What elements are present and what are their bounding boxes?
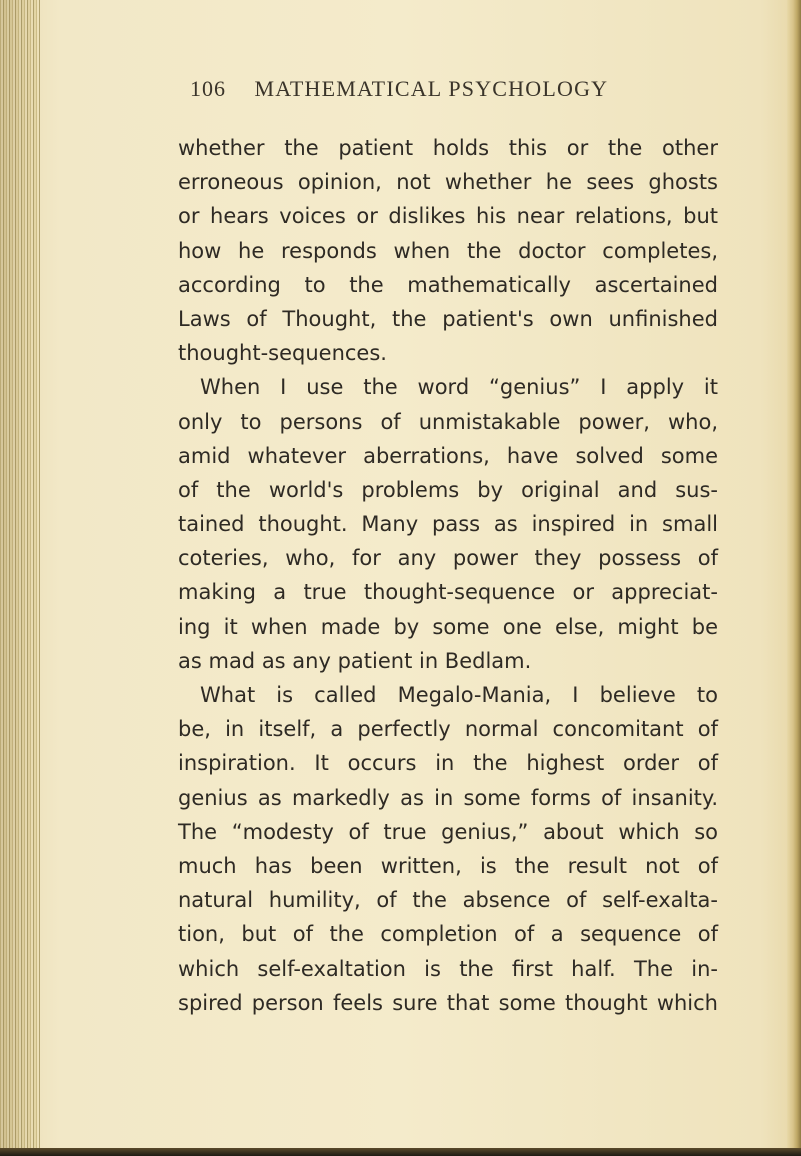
running-header	[190, 76, 710, 106]
text-line: as mad as any patient in Bedlam.	[178, 648, 532, 673]
text-line: how he responds when the doctor completes,	[178, 238, 718, 263]
text-line: tained thought. Many pass as inspired in small	[178, 512, 718, 537]
page-edge-bottom	[0, 1148, 801, 1156]
text-line: inspiration. It occurs in the highest order of	[178, 751, 718, 776]
page-number: 106	[190, 76, 226, 101]
text-line: ing it when made by some one else, might be	[178, 614, 718, 639]
text-line: be, in itself, a perfectly normal concomitant of	[178, 717, 718, 742]
text-line: When I use the word “genius” I apply it	[200, 375, 718, 400]
page-stack-edge-left	[0, 0, 40, 1156]
text-line: The “modesty of true genius,” about which so	[178, 819, 718, 844]
text-line: genius as markedly as in some forms of insanity.	[178, 785, 718, 810]
text-line: spired person feels sure that some thought which	[178, 990, 718, 1015]
text-line: What is called Megalo-Mania, I believe to	[200, 683, 718, 707]
text-line: or hears voices or dislikes his near relations, but	[178, 204, 718, 229]
text-line: thought-sequences.	[178, 341, 387, 366]
running-title: MATHEMATICAL PSYCHOLOGY	[254, 76, 609, 101]
text-line: Laws of Thought, the patient's own unfinished	[178, 306, 718, 331]
text-line: much has been written, is the result not of	[178, 853, 718, 878]
text-line: only to persons of unmistakable power, who,	[178, 409, 718, 434]
text-line: amid whatever aberrations, have solved some	[178, 443, 718, 468]
text-line: tion, but of the completion of a sequence of	[178, 922, 718, 947]
text-line: erroneous opinion, not whether he sees ghosts	[178, 170, 718, 195]
text-line: coteries, who, for any power they possess of	[178, 546, 718, 571]
page-edge-right	[787, 0, 801, 1156]
text-line: which self-exaltation is the first half. The in-	[178, 956, 718, 981]
text-line: of the world's problems by original and sus-	[178, 477, 718, 502]
text-line: natural humility, of the absence of self-exalta-	[178, 888, 718, 913]
text-line: according to the mathematically ascertained	[178, 272, 718, 297]
body-text	[178, 131, 718, 1020]
text-line: whether the patient holds this or the other	[178, 136, 718, 160]
text-line: making a true thought-sequence or appreciat-	[178, 580, 718, 605]
